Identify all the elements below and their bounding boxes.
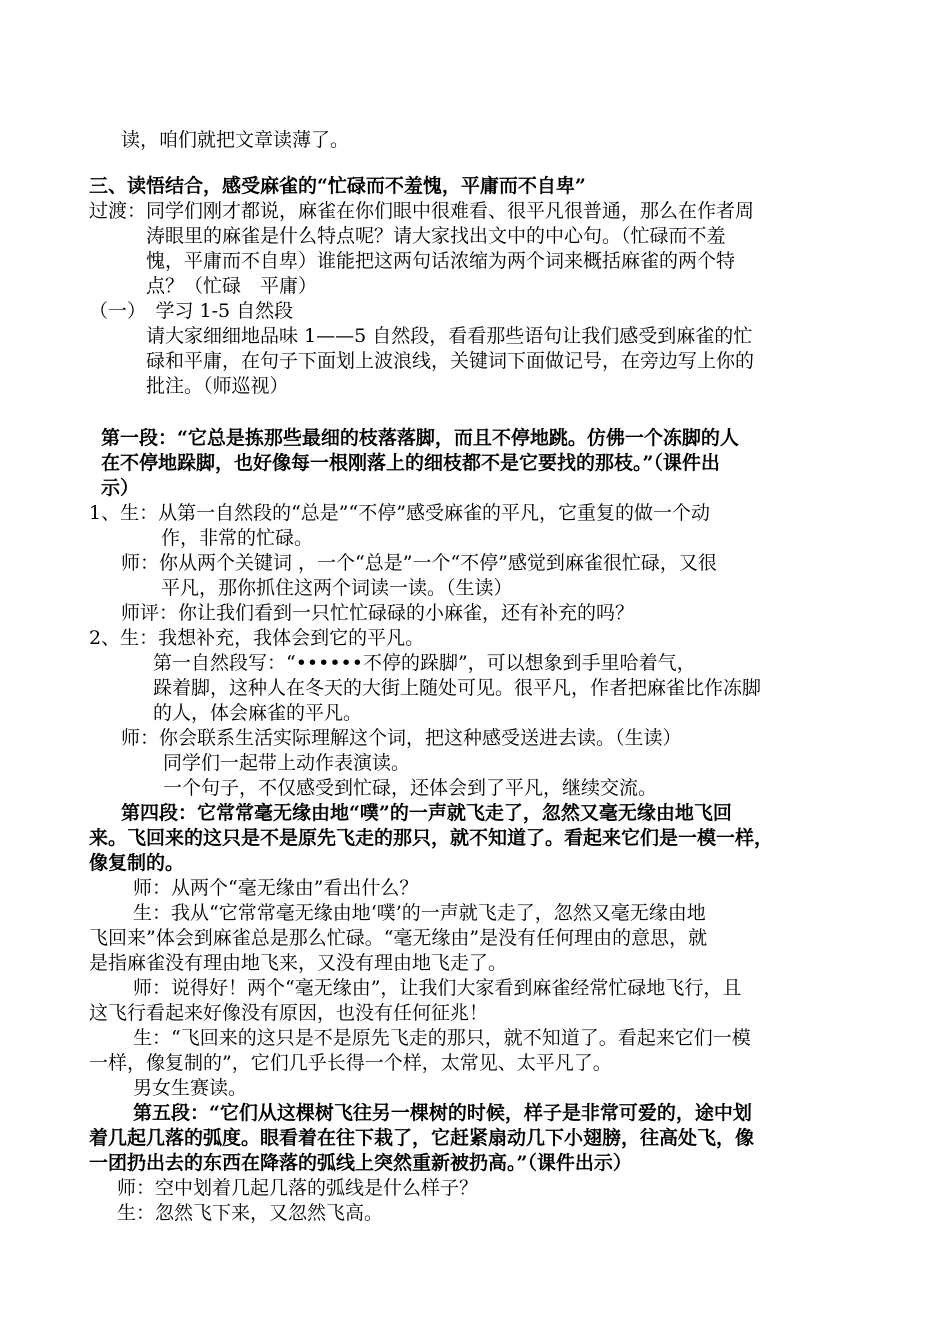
text-line: 一个句子，不仅感受到忙碌，还体会到了平凡，继续交流。 [163, 777, 658, 799]
quote-line: 第一段：“它总是拣那些最细的枝落落脚，而且不停地跳。仿佛一个冻脚的人 [101, 427, 739, 449]
text-line: 男女生赛读。 [133, 1077, 248, 1099]
text-line: 同学们一起带上动作表演读。 [163, 752, 411, 774]
text-line: 涛眼里的麻雀是什么特点呢？请大家找出文中的中心句。（忙碌而不羞 [146, 225, 726, 247]
quote-line: 一团扔出去的东西在降落的弧线上突然重新被扔高。”（课件出示） [89, 1152, 632, 1174]
text-line: 师：你从两个关键词 ，一个“总是”一个“不停”感觉到麻雀很忙碌，又很 [121, 552, 717, 574]
text-line: 的人，体会麻雀的平凡。 [153, 702, 363, 724]
text-line: 读，咱们就把文章读薄了。 [121, 129, 350, 151]
text-line: 生：忽然飞下来，又忽然飞高。 [117, 1202, 384, 1224]
text-line: 过渡：同学们刚才都说，麻雀在你们眼中很难看、很平凡很普通，那么在作者周 [89, 200, 755, 222]
text-line: 飞回来”体会到麻雀总是那么忙碌。“毫无缘由”是没有任何理由的意思，就 [89, 927, 708, 949]
text-line: 是指麻雀没有理由地飞来，又没有理由地飞走了。 [89, 952, 508, 974]
text-line: 碌和平庸，在句子下面划上波浪线，关键词下面做记号，在旁边写上你的 [146, 350, 755, 372]
quote-line: 第五段：“它们从这棵树飞往另一棵树的时候，样子是非常可爱的，途中划 [133, 1102, 752, 1124]
text-line: 师：空中划着几起几落的弧线是什么样子？ [117, 1177, 479, 1199]
text-line: 师：说得好！两个“毫无缘由”，让我们大家看到麻雀经常忙碌地飞行，且 [133, 977, 742, 999]
text-line: 平凡，那你抓住这两个词读一读。（生读） [161, 577, 513, 599]
text-line: 跺着脚，这种人在冬天的大街上随处可见。很平凡，作者把麻雀比作冻脚 [153, 677, 762, 699]
text-line: 生：“飞回来的这只是不是原先飞走的那只，就不知道了。看起来它们一模 [133, 1027, 751, 1049]
text-line: 2、生：我想补充，我体会到它的平凡。 [89, 627, 425, 649]
text-line: 师：从两个“毫无缘由”看出什么？ [133, 877, 419, 899]
quote-line: 示） [101, 477, 140, 499]
text-line: 师：你会联系生活实际理解这个词，把这种感受送进去读。（生读） [121, 727, 682, 749]
text-line: 作，非常的忙碌。 [161, 527, 314, 549]
quote-line: 在不停地跺脚，也好像每一根刚落上的细枝都不是它要找的那枝。”（课件出 [101, 452, 720, 474]
quote-line: 来。飞回来的这只是不是原先飞走的那只，就不知道了。看起来它们是一模一样， [89, 827, 774, 849]
text-line: 第一自然段写：“••••••不停的跺脚”，可以想象到手里哈着气， [153, 652, 696, 674]
quote-line: 着几起几落的弧度。眼看着在往下栽了，它赶紧扇动几下小翅膀，往高处飞，像 [89, 1127, 755, 1149]
subsection-heading: （一） 学习 1-5 自然段 [89, 300, 294, 322]
text-line: 一样，像复制的”，它们几乎长得一个样，太常见、太平凡了。 [89, 1052, 612, 1074]
quote-line: 像复制的。 [89, 852, 185, 874]
text-line: 1、生：从第一自然段的“总是”“不停”感受麻雀的平凡，它重复的做一个动 [89, 502, 710, 524]
text-line: 批注。（师巡视） [146, 375, 289, 397]
text-line: 生：我从“它常常毫无缘由地‘噗’的一声就飞走了，忽然又毫无缘由地 [133, 902, 706, 924]
text-line: 这飞行看起来好像没有原因，也没有任何征兆！ [89, 1002, 489, 1024]
quote-line: 第四段：它常常毫无缘由地“噗”的一声就飞走了，忽然又毫无缘由地飞回 [121, 802, 732, 824]
text-line: 点？（忙碌 平庸） [146, 275, 318, 297]
text-line: 愧，平庸而不自卑）谁能把这两句话浓缩为两个词来概括麻雀的两个特 [146, 250, 736, 272]
section-heading: 三、读悟结合，感受麻雀的“忙碌而不羞愧，平庸而不自卑” [89, 175, 586, 197]
text-line: 请大家细细地品味 1——5 自然段，看看那些语句让我们感受到麻雀的忙 [146, 325, 753, 347]
text-line: 师评：你让我们看到一只忙忙碌碌的小麻雀，还有补充的吗？ [121, 602, 635, 624]
